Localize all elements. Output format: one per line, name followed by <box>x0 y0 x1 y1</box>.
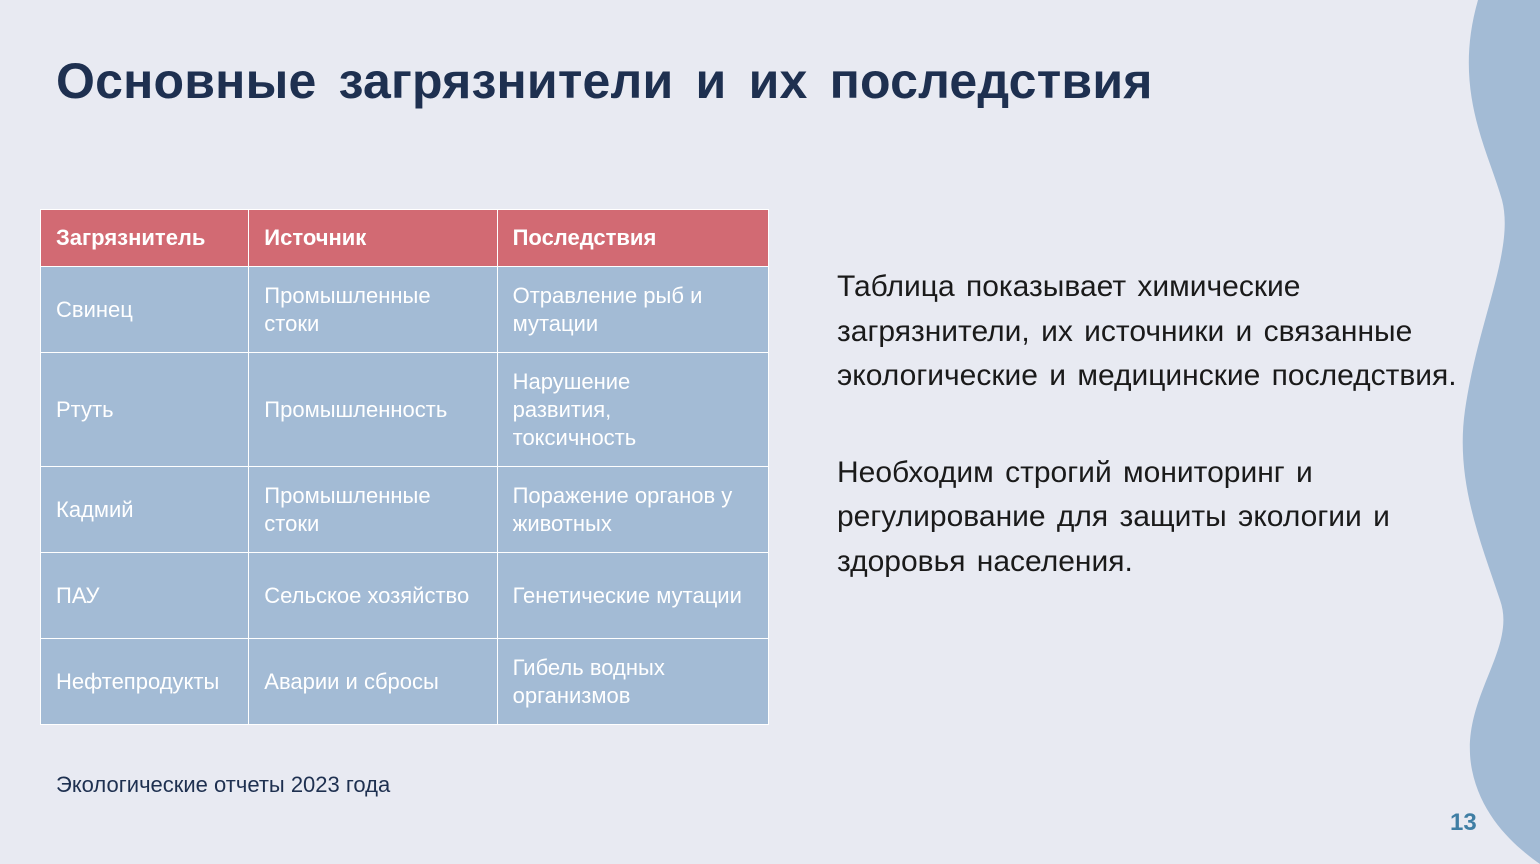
cell-effects: Генетические мутации <box>497 553 768 639</box>
header-source: Источник <box>249 210 497 267</box>
cell-pollutant: Свинец <box>41 267 249 353</box>
description-paragraph-2: Необходим строгий мониторинг и регулирование для защиты экологии и здоровья населения. <box>837 455 1390 578</box>
description-text <box>837 265 1477 592</box>
slide-title: Основные загрязнители и их последствия <box>56 53 1153 109</box>
cell-pollutant: Ртуть <box>41 353 249 467</box>
cell-pollutant: ПАУ <box>41 553 249 639</box>
header-effects: Последствия <box>497 210 768 267</box>
page-number: 13 <box>1450 809 1477 836</box>
cell-source: Промышленные стоки <box>249 467 497 553</box>
cell-source: Промышленные стоки <box>249 267 497 353</box>
cell-pollutant: Нефтепродукты <box>41 639 249 725</box>
cell-source: Сельское хозяйство <box>249 553 497 639</box>
pollutants-table <box>40 209 769 725</box>
cell-effects: Гибель водных организмов <box>497 639 768 725</box>
cell-effects: Отравление рыб и мутации <box>497 267 768 353</box>
table-row <box>41 353 769 467</box>
header-pollutant: Загрязнитель <box>41 210 249 267</box>
source-note: Экологические отчеты 2023 года <box>56 772 391 797</box>
table-row <box>41 553 769 639</box>
cell-effects: Поражение органов у животных <box>497 467 768 553</box>
cell-pollutant: Кадмий <box>41 467 249 553</box>
cell-source: Аварии и сбросы <box>249 639 497 725</box>
table-row <box>41 639 769 725</box>
table-header-row <box>41 210 769 267</box>
cell-source: Промышленность <box>249 353 497 467</box>
cell-effects: Нарушение развития, токсичность <box>497 353 768 467</box>
description-paragraph-1: Таблица показывает химические загрязнители, их источники и связанные экологические и медицинские последствия. <box>837 270 1457 392</box>
table-row <box>41 267 769 353</box>
table-row <box>41 467 769 553</box>
